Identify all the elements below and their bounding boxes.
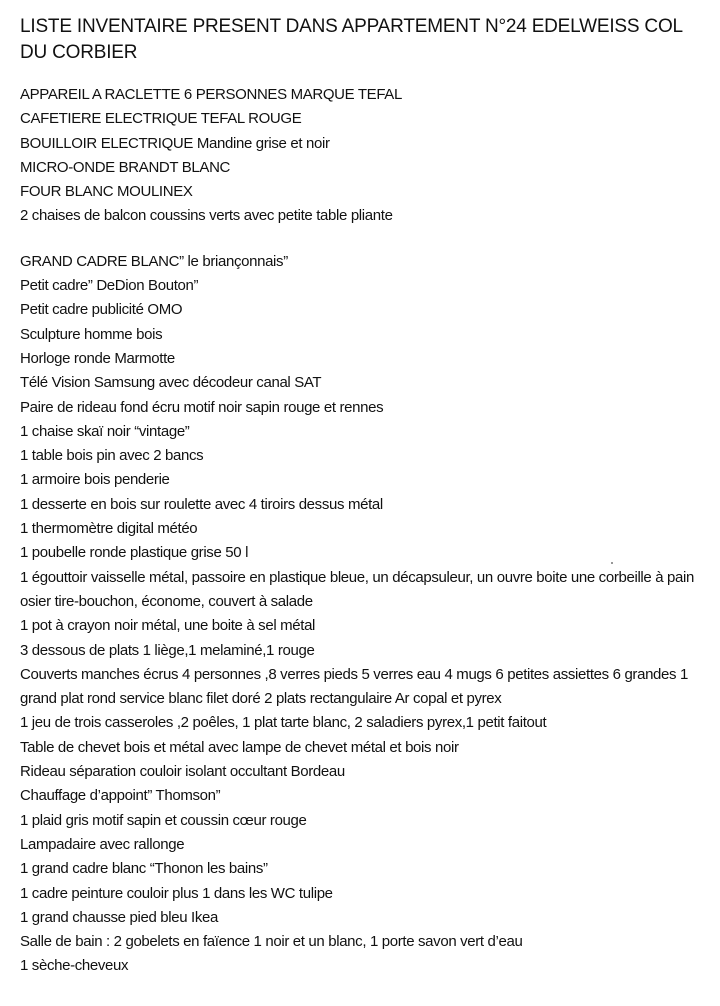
inventory-item: Table de chevet bois et métal avec lampe de chevet métal et bois noir bbox=[20, 738, 459, 756]
inventory-item: 1 table bois pin avec 2 bancs bbox=[20, 447, 204, 465]
inventory-item: 1 jeu de trois casseroles ,2 poêles, 1 plat tarte blanc, 2 saladiers pyrex,1 petit faitout bbox=[20, 714, 547, 732]
inventory-item: Petit cadre publicité OMO bbox=[20, 301, 183, 319]
inventory-item: 1 pot à crayon noir métal, une boite à sel métal bbox=[20, 617, 316, 635]
inventory-item: 2 chaises de balcon coussins verts avec petite table pliante bbox=[20, 207, 393, 225]
inventory-item: Couverts manches écrus 4 personnes ,8 verres pieds 5 verres eau 4 mugs 6 petites assiettes 6 grandes 1 grand plat rond service blanc filet doré 2 plats rectangulaire Ar copal et pyrex bbox=[20, 665, 689, 708]
inventory-item: Horloge ronde Marmotte bbox=[20, 349, 175, 367]
inventory-item: 3 dessous de plats 1 liège,1 melaminé,1 rouge bbox=[20, 641, 315, 659]
scan-speck bbox=[611, 562, 613, 564]
inventory-item: GRAND CADRE BLANC” le briançonnais” bbox=[20, 252, 288, 270]
inventory-item: Paire de rideau fond écru motif noir sapin rouge et rennes bbox=[20, 398, 384, 416]
inventory-list bbox=[20, 83, 710, 979]
inventory-item: 1 thermomètre digital météo bbox=[20, 520, 198, 538]
inventory-item: APPAREIL A RACLETTE 6 PERSONNES MARQUE TEFAL bbox=[20, 86, 402, 103]
inventory-item: 1 plaid gris motif sapin et coussin cœur rouge bbox=[20, 811, 307, 829]
inventory-item: CAFETIERE ELECTRIQUE TEFAL ROUGE bbox=[20, 110, 302, 128]
inventory-item: 1 sèche-cheveux bbox=[20, 957, 129, 975]
inventory-item: 1 chaise skaï noir “vintage” bbox=[20, 422, 190, 440]
inventory-item: 1 égouttoir vaisselle métal, passoire en plastique bleue, un décapsuleur, un ouvre boite une corbeille à pain osier tire-bouchon, économe, couvert à salade bbox=[20, 568, 694, 610]
inventory-item: 1 armoire bois penderie bbox=[20, 471, 170, 489]
inventory-item: MICRO-ONDE BRANDT BLANC bbox=[20, 158, 231, 176]
inventory-item: Salle de bain : 2 gobelets en faïence 1 noir et un blanc, 1 porte savon vert d’eau bbox=[20, 933, 523, 951]
inventory-item: Lampadaire avec rallonge bbox=[20, 835, 185, 853]
inventory-item: BOUILLOIR ELECTRIQUE Mandine grise et noir bbox=[20, 134, 330, 152]
inventory-item: FOUR BLANC MOULINEX bbox=[20, 183, 193, 201]
inventory-item: Télé Vision Samsung avec décodeur canal SAT bbox=[20, 374, 322, 392]
inventory-item: Petit cadre” DeDion Bouton” bbox=[20, 277, 199, 295]
inventory-item: 1 cadre peinture couloir plus 1 dans les WC tulipe bbox=[20, 884, 333, 902]
inventory-item: 1 grand chausse pied bleu Ikea bbox=[20, 908, 218, 926]
inventory-item: 1 poubelle ronde plastique grise 50 l bbox=[20, 544, 249, 562]
inventory-item: Sculpture homme bois bbox=[20, 325, 163, 343]
inventory-item: 1 grand cadre blanc “Thonon les bains” bbox=[20, 860, 268, 878]
inventory-item: 1 desserte en bois sur roulette avec 4 tiroirs dessus métal bbox=[20, 495, 383, 513]
inventory-item: Chauffage d’appoint” Thomson” bbox=[20, 787, 221, 805]
document-title: LISTE INVENTAIRE PRESENT DANS APPARTEMENT N°24 EDELWEISS COL DU CORBIER bbox=[20, 16, 683, 63]
inventory-item: Rideau séparation couloir isolant occultant Bordeau bbox=[20, 763, 345, 781]
